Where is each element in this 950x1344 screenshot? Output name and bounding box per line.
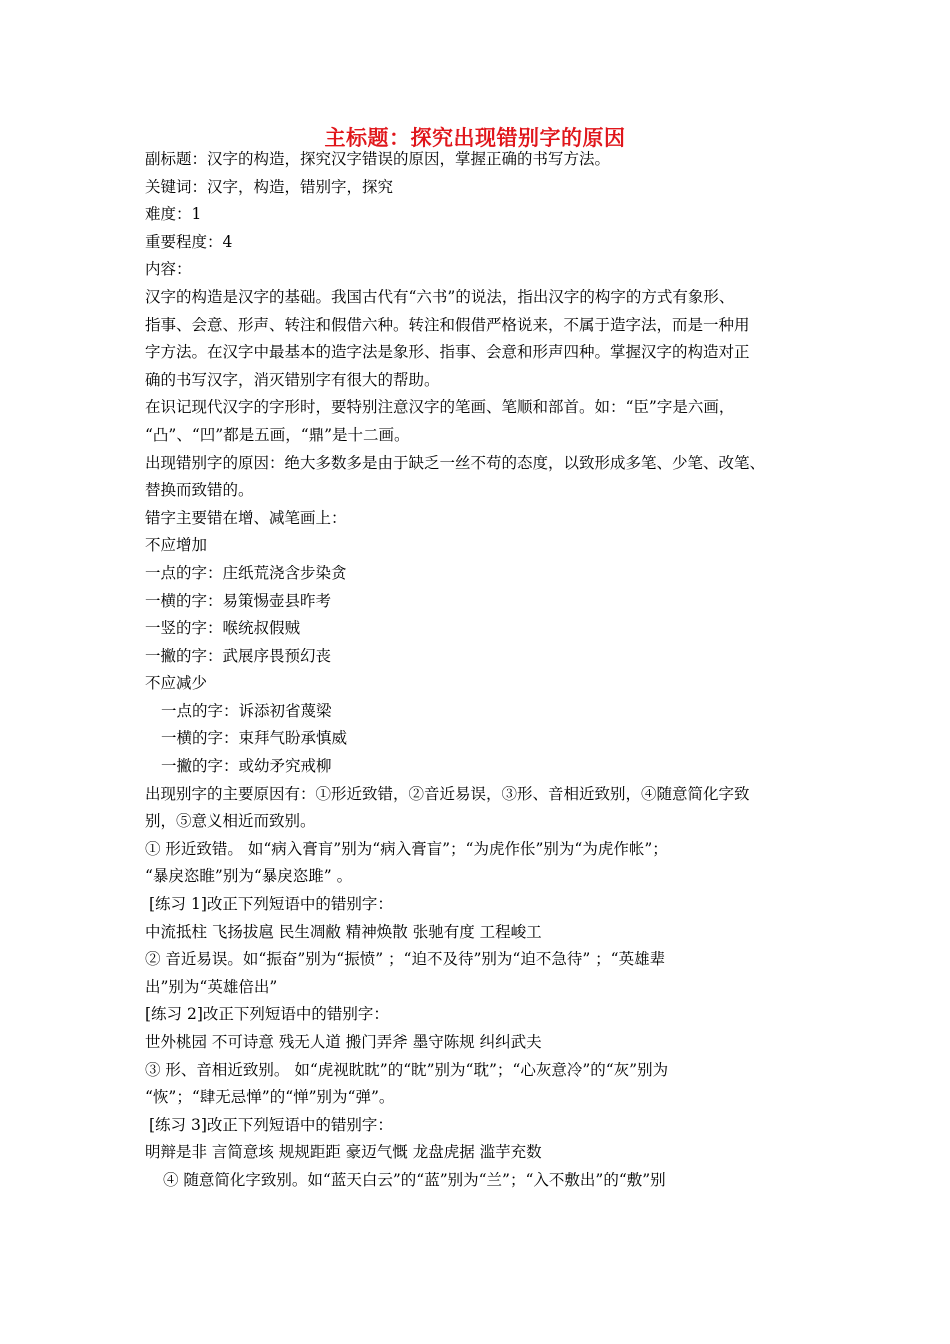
subtitle-line: 副标题：汉字的构造，探究汉字错误的原因，掌握正确的书写方法。	[145, 150, 611, 168]
list-heading: 不应增加	[145, 536, 208, 555]
paragraph-line: 指事、会意、形声、转注和假借六种。转注和假借严格说来，不属于造字法，而是一种用	[145, 315, 750, 334]
paragraph-line: ③ 形、音相近致别。 如“虎视眈眈”的“眈”别为“耽”；“心灰意冷”的“灰”别为	[145, 1060, 669, 1079]
list-item: 一点的字：庄纸荒浇含步染贪	[145, 563, 347, 582]
list-item: 一点的字：诉添初省蔑梁	[161, 701, 332, 720]
content-label: 内容：	[145, 260, 192, 279]
main-title: 主标题：探究出现错别字的原因	[324, 126, 626, 150]
paragraph-line: 汉字的构造是汉字的基础。我国古代有“六书”的说法，指出汉字的构字的方式有象形、	[145, 287, 735, 306]
paragraph-line: 出现别字的主要原因有：①形近致错，②音近易误，③形、音相近致别，④随意简化字致	[145, 784, 750, 803]
exercise-heading: [练习 1]改正下列短语中的错别字：	[149, 895, 393, 914]
section-heading: 错字主要错在增、减笔画上：	[145, 508, 347, 527]
list-item: 一横的字：束拜气盼承慎威	[161, 729, 348, 748]
list-item: 一横的字：易策惕壶县昨考	[145, 591, 332, 610]
keywords-line: 关键词：汉字，构造，错别字，探究	[145, 177, 394, 196]
paragraph-line: 出”别为“英雄倍出”	[145, 977, 278, 996]
exercise-items: 世外桃园 不可诗意 残无人道 搬门弄斧 墨守陈规 纠纠武夫	[145, 1033, 542, 1051]
paragraph-line: 字方法。在汉字中最基本的造字法是象形、指事、会意和形声四种。掌握汉字的构造对正	[145, 343, 750, 362]
list-item: 一撇的字：武展序畏预幻丧	[145, 646, 332, 665]
paragraph-line: 在识记现代汉字的字形时，要特别注意汉字的笔画、笔顺和部首。如：“臣”字是六画，	[145, 398, 735, 417]
paragraph-line: 别，⑤意义相近而致别。	[145, 812, 316, 831]
paragraph-line: “恢”；“肆无忌惮”的“惮”别为“弹”。	[145, 1088, 395, 1107]
paragraph-line: ② 音近易误。如“振奋”别为“振愤” ；“迫不及待”别为“迫不急待” ；“英雄辈	[145, 950, 666, 969]
list-item: 一竖的字：喉统叔假贼	[145, 619, 301, 638]
paragraph-line: ① 形近致错。 如“病入膏肓”别为“病入膏盲”；“为虎作伥”别为“为虎作帐”；	[145, 839, 668, 858]
paragraph-line: 出现错别字的原因：绝大多数多是由于缺乏一丝不苟的态度，以致形成多笔、少笔、改笔、	[145, 453, 766, 472]
exercise-items: 中流抵柱 飞扬拔扈 民生凋敝 精神焕散 张驰有度 工程峻工	[145, 922, 542, 941]
exercise-heading: [练习 2]改正下列短语中的错别字：	[145, 1005, 389, 1024]
paragraph-line: 替换而致错的。	[145, 481, 254, 500]
paragraph-line: “凸”、“凹”都是五画，“鼎”是十二画。	[145, 425, 410, 444]
document-body	[145, 146, 825, 1195]
list-heading: 不应减少	[145, 674, 208, 693]
list-item: 一撇的字：或幼矛究戒柳	[161, 757, 332, 776]
importance-line: 重要程度：4	[145, 232, 233, 251]
paragraph-line: 确的书写汉字，消灭错别字有很大的帮助。	[145, 370, 440, 389]
paragraph-line: ④ 随意简化字致别。如“蓝天白云”的“蓝”别为“兰”；“入不敷出”的“敷”别	[163, 1170, 666, 1189]
paragraph-line: “暴戾恣睢”别为“暴戾恣雎” 。	[145, 867, 353, 886]
exercise-heading: [练习 3]改正下列短语中的错别字：	[149, 1115, 393, 1134]
exercise-items: 明辩是非 言简意垓 规规距距 豪迈气慨 龙盘虎据 滥芋充数	[145, 1143, 542, 1162]
difficulty-line: 难度：1	[145, 205, 202, 224]
